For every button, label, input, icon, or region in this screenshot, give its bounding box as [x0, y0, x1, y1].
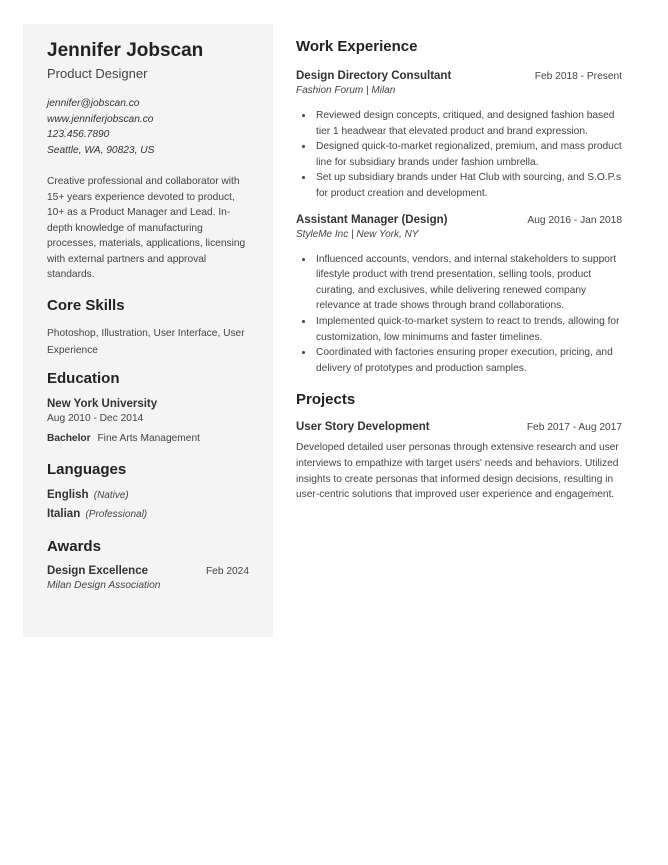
education-degree: Bachelor	[47, 432, 91, 444]
project-description: Developed detailed user personas through extensive research and user interviews to empathize with target users' needs and behaviors. Utilized insights to create personas that informed design decisions, resulting in user-centric solutions that improved user experience and engagement.	[296, 442, 619, 501]
work-heading: Work Experience	[296, 38, 418, 55]
summary-text: Creative professional and collaborator with 15+ years experience devoted to product, 10+ as a Product Manager and Lead. In-depth knowledge of manufacturing processes, materials, applications, licensing with external partners and approval standards.	[47, 176, 246, 280]
job-bullet: • Implemented quick-to-market system to react to trends, allowing for customization, low minimums and faster timelines.	[314, 314, 622, 345]
language-level: (Professional)	[85, 508, 148, 520]
education-dates: Aug 2010 - Dec 2014	[47, 412, 144, 424]
job-bullet: • Designed quick-to-market regionalized, premium, and mass product line for subsidiary brands under fashion umbrella.	[314, 139, 622, 170]
education-school: New York University	[47, 397, 158, 410]
job-entry	[296, 213, 622, 377]
language-name: English	[47, 488, 89, 501]
projects-heading: Projects	[296, 391, 356, 409]
job-organization: StyleMe Inc | New York, NY	[296, 228, 419, 240]
project-entry	[296, 420, 622, 502]
skills-text: Photoshop, Illustration, User Interface, User Experience	[47, 327, 245, 356]
language-item	[47, 486, 249, 505]
job-dates: Aug 2016 - Jan 2018	[527, 214, 622, 226]
languages-heading: Languages	[47, 460, 127, 478]
job-title: Design Directory Consultant	[296, 70, 452, 82]
job-bullet: • Set up subsidiary brands under Hat Club with sourcing, and S.O.P.s for product creation and development.	[314, 170, 622, 201]
website-text[interactable]: www.jenniferjobscan.co	[47, 113, 154, 125]
award-organization: Milan Design Association	[47, 579, 161, 591]
candidate-title: Product Designer	[47, 66, 148, 81]
location-text: Seattle, WA, 90823, US	[47, 144, 155, 156]
skills-heading: Core Skills	[47, 296, 125, 314]
job-bullet: • Influenced accounts, vendors, and internal stakeholders to support lifestyle product with trend presentation, selling tools, product curating, and exclusives, while delivering renewed company relevance at trade shows through brand collaborations.	[314, 252, 622, 314]
job-dates: Feb 2018 - Present	[534, 71, 622, 82]
education-field: Fine Arts Management	[97, 432, 200, 444]
education-degree-row	[47, 432, 249, 446]
sidebar	[23, 24, 273, 637]
project-dates: Feb 2017 - Aug 2017	[526, 422, 622, 434]
job-organization: Fashion Forum | Milan	[296, 85, 396, 96]
job-title: Assistant Manager (Design)	[296, 213, 448, 226]
job-entry	[296, 69, 622, 202]
candidate-name: Jennifer Jobscan	[47, 40, 204, 61]
job-bullets	[296, 252, 622, 377]
language-name: Italian	[47, 507, 81, 520]
email-text[interactable]: jennifer@jobscan.co	[47, 98, 140, 109]
award-title: Design Excellence	[47, 564, 148, 577]
main-column	[296, 37, 622, 503]
job-bullet: • Reviewed design concepts, critiqued, and designed fashion based tier 1 headwear that elevated product and brand expression.	[314, 108, 622, 139]
contact-block	[47, 96, 249, 158]
language-item	[47, 505, 249, 524]
awards-heading: Awards	[47, 537, 101, 555]
job-bullets	[296, 108, 622, 202]
job-bullet: • Coordinated with factories ensuring proper execution, pricing, and delivery of prototypes and production samples.	[314, 345, 622, 376]
award-date: Feb 2024	[205, 565, 249, 577]
phone-text: 123.456.7890	[47, 129, 110, 140]
education-heading: Education	[47, 369, 120, 387]
project-title: User Story Development	[296, 421, 430, 434]
award-row	[47, 564, 249, 579]
language-level: (Native)	[93, 489, 129, 501]
